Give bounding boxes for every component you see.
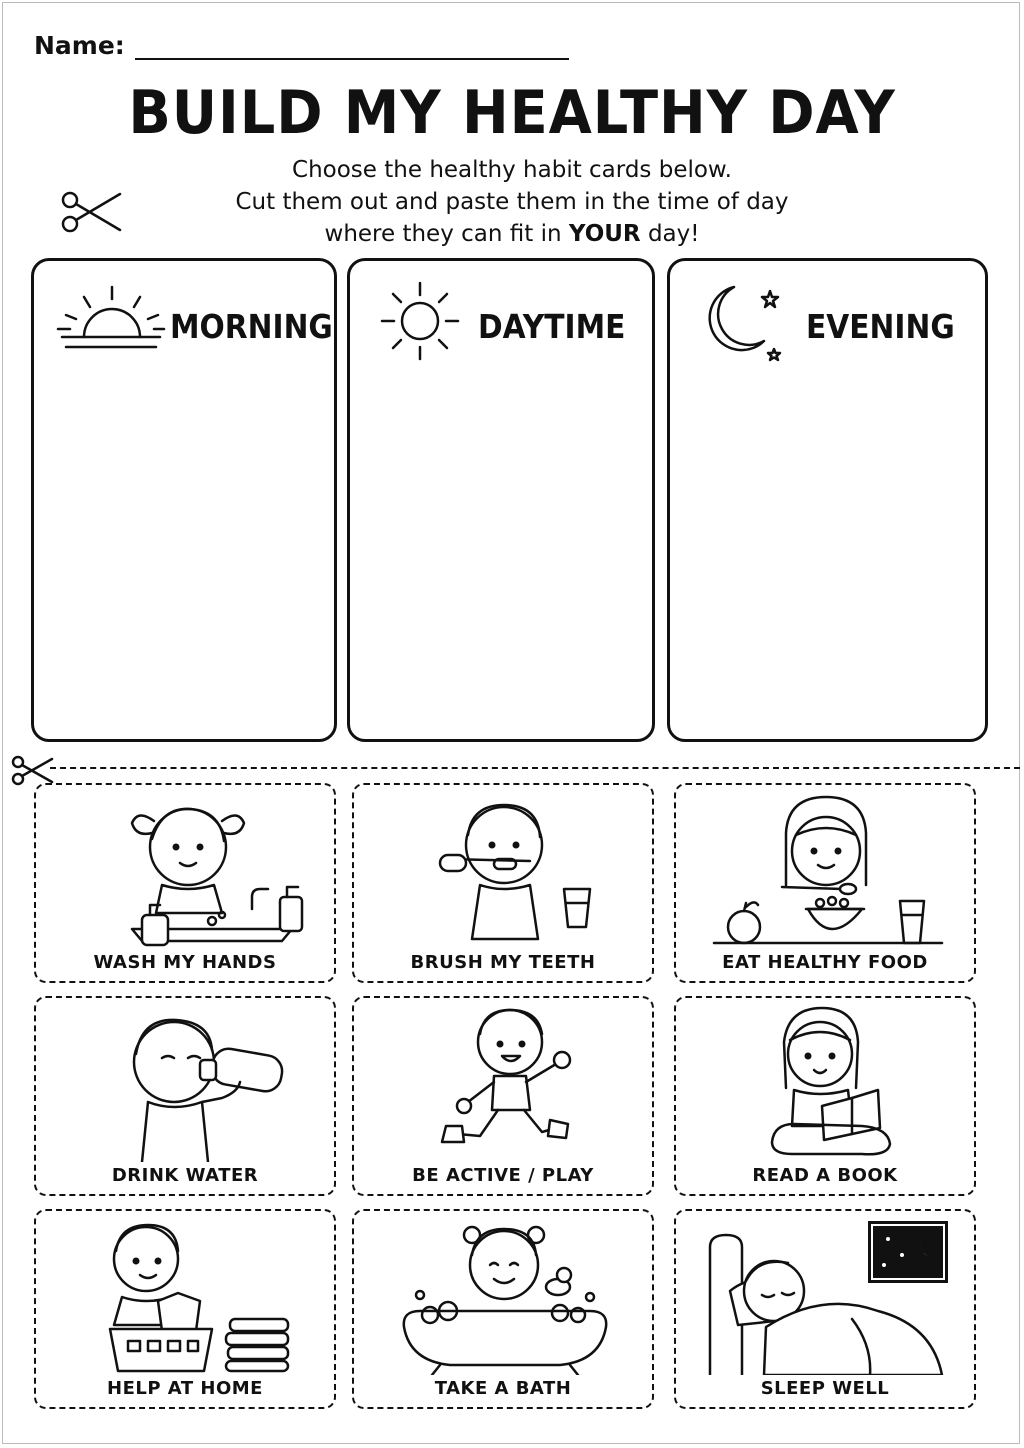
card-label: BRUSH MY TEETH: [410, 952, 596, 973]
tooth-brushing-icon: [380, 789, 630, 949]
card-label: SLEEP WELL: [760, 1378, 890, 1399]
daytime-label: DAYTIME: [478, 307, 626, 346]
name-row: [34, 30, 569, 60]
daytime-box[interactable]: [347, 258, 655, 742]
scissors-icon: [58, 186, 124, 236]
card-drink-water[interactable]: [34, 996, 336, 1196]
morning-box[interactable]: [31, 258, 337, 742]
moon-stars-icon: [696, 279, 786, 369]
card-label: TAKE A BATH: [434, 1378, 572, 1399]
page-title: BUILD MY HEALTHY DAY: [128, 78, 896, 148]
card-label: EAT HEALTHY FOOD: [722, 952, 928, 973]
card-label: DRINK WATER: [111, 1165, 259, 1186]
instruction-emphasis: YOUR: [568, 221, 641, 247]
card-label: READ A BOOK: [752, 1165, 898, 1186]
cut-line: [50, 767, 1020, 769]
instruction-line-1: Choose the healthy habit cards below.: [292, 157, 732, 183]
card-label: BE ACTIVE / PLAY: [412, 1165, 594, 1186]
card-sleep-well[interactable]: [674, 1209, 976, 1409]
instruction-line-3: where they can fit in YOUR day!: [324, 221, 700, 247]
card-brush-teeth[interactable]: [352, 783, 654, 983]
card-eat-healthy[interactable]: [674, 783, 976, 983]
laundry-icon: [62, 1215, 312, 1375]
card-help-home[interactable]: [34, 1209, 336, 1409]
name-label: Name:: [34, 31, 125, 60]
card-take-bath[interactable]: [352, 1209, 654, 1409]
eating-icon: [702, 789, 952, 949]
card-label: HELP AT HOME: [107, 1378, 263, 1399]
morning-label: MORNING: [170, 307, 333, 346]
running-icon: [380, 1002, 630, 1162]
card-read-book[interactable]: [674, 996, 976, 1196]
sun-icon: [374, 277, 466, 365]
card-label: WASH MY HANDS: [93, 952, 277, 973]
sleeping-icon: [702, 1215, 952, 1375]
hand-washing-icon: [62, 789, 312, 949]
instructions: [0, 154, 1024, 250]
instruction-line-2: Cut them out and paste them in the time of day: [235, 189, 789, 215]
card-wash-hands[interactable]: [34, 783, 336, 983]
evening-label: EVENING: [806, 307, 955, 346]
evening-box[interactable]: [667, 258, 988, 742]
drinking-icon: [62, 1002, 312, 1162]
name-field[interactable]: [135, 30, 569, 60]
sunrise-icon: [56, 279, 166, 359]
reading-icon: [702, 1002, 952, 1162]
card-be-active[interactable]: [352, 996, 654, 1196]
bathtub-icon: [380, 1215, 630, 1375]
